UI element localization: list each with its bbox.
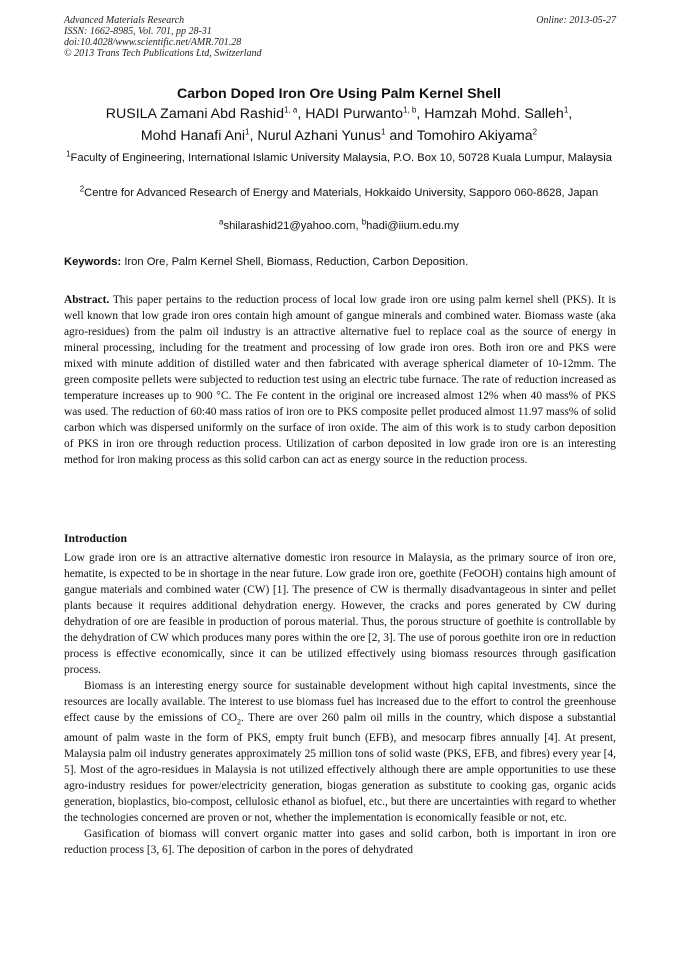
copyright-line: © 2013 Trans Tech Publications Ltd, Switzerland [64,48,262,59]
email-mark: a [219,217,224,227]
affiliation-text: Faculty of Engineering, International Islamic University Malaysia, P.O. Box 10, 50728 Kuala Lumpur, Malaysia [70,152,612,164]
paper-title: Carbon Doped Iron Ore Using Palm Kernel Shell [176,86,501,102]
author-name: Hamzah Mohd. Salleh [424,106,564,122]
email-address[interactable]: hadi@iium.edu.my [366,220,459,232]
abstract [64,292,616,468]
paragraph-text: . There are over 260 palm oil mills in the country, which dispose a substantial amount of palm waste in the form of PKS, empty fruit bunch (EFB), and mesocarp fibres annually [4]. At present, Malaysia palm oil industry generates approximately 25 million tons of solid waste (PKS, EFB, and fibres) every year [4, 5]. Most of the agro-residues in Malaysia is not utilized effectively although there are ample opportunities to use these agro-industry residues for power/electricity generation, biogas generation as substitute to cooking gas, organic acids generation, bioplastics, bio-compost, cellulosic ethanol as biofuel, etc., but there are uncertainties with regard to whether the technologies concerned are proven or not, whether the implementation is economically feasible or not, etc. [64,712,616,825]
affiliation-1 [64,150,614,166]
author-affil-mark: 1 [380,127,386,137]
paragraph: Low grade iron ore is an attractive alternative domestic iron resource in Malaysia, as the primary source of iron ore, hematite, is expected to be in shortage in the near future. Low grade iron ore, goethite (FeOOH) contains high amount of gangue materials and combined water (CW) [1]. The presence of CW is thermally disadvantageous in sinter and pellet plants because it requires additional dehydration energy. However, the cracks and pores generated by CW during dehydration of ore are feasible in production of porous material. Thus, the porous structure of goethite is controllable by the dehydration of CW which produces many pores within the ore [2, 3]. The use of porous goethite iron ore in reduction process is effective economically, since it can be utilized effectively using biomass resources through gasification process. [64,552,616,676]
affiliation-text: Centre for Advanced Research of Energy and Materials, Hokkaido University, Sapporo 060-8628, Japan [84,187,599,199]
author-name: Nurul Azhani Yunus [257,128,381,144]
issn-line: ISSN: 1662-8985, Vol. 701, pp 28-31 [64,26,212,37]
paragraph [64,678,616,826]
affiliation-2 [64,185,614,201]
abstract-label: Abstract. [64,294,110,306]
author-affil-mark: 1 [563,105,569,115]
email-mark: b [361,217,367,227]
author-name: Mohd Hanafi Ani [140,128,246,144]
introduction-body [64,550,616,858]
email-line: $^a$shilarashid21@yahoo.com, $^b$hadi@iium.edu.my [219,217,459,232]
keywords [64,256,616,268]
paragraph-text: Biomass is an interesting energy source for sustainable development without high capital investments, since the resources are locally available. The interest to use biomass fuel has increased due to the effort to control the greenhouse effect cause by the emissions of CO [64,680,616,724]
email-address[interactable]: shilarashid21@yahoo.com [223,220,356,232]
author-affil-mark: 1, a [283,105,298,115]
keywords-label: Keywords: [64,256,122,268]
journal-header [64,15,616,59]
affiliation-mark: 2 [79,184,85,194]
section-heading: Introduction [64,532,127,545]
doi-line[interactable]: doi:10.4028/www.scientific.net/AMR.701.28 [64,37,242,48]
affiliation-mark: 1 [66,149,71,159]
subscript: 2 [236,717,241,727]
author-affil-mark: 1, b [403,105,417,115]
author-affil-mark: 2 [532,127,538,137]
author-name: Tomohiro Akiyama [416,128,533,144]
author-list: RUSILA Zamani Abd Rashid$^{1, a}$, HADI Purwanto$^{1, b}$, Hamzah Mohd. Salleh$^1$, Mohd Hanafi Ani$^1$, Nurul Azhani Yunus$^1$ and Tomohiro Akiyama$^2$ [105,105,573,144]
abstract-text: This paper pertains to the reduction process of local low grade iron ore using palm kernel shell (PKS). It is well known that low grade iron ores contain high amount of gangue minerals and combined water. Biomass waste (aka agro-residues) from the palm oil industry is an attractive alternative fuel to replace coal as the source of energy in mineral processing, including for the treatment and processing of low grade iron ores. Both iron ore and PKS were mixed with minute addition of distilled water and then fabricated with average spherical diameter of 10-12mm. The green composite pellets were subjected to reduction test using an electric tube furnace. The rate of reduction increased as temperature increases up to 900 °C. The Fe content in the original ore increased almost 12% when 40 mass% of PKS was used. The reduction of 60:40 mass ratios of iron ore to PKS composite pellet produced almost 11.97 mass% of solid carbon which was dispersed uniformly on the surface of iron oxide. The aim of this work is to study carbon deposition of PKS in iron ore through reduction process. Utilization of carbon deposited in low grade iron ore is an interesting method for iron making process as this solid carbon can act as energy source in the reduction process. [64,294,616,466]
journal-name: Advanced Materials Research [64,15,185,26]
online-date: Online: 2013-05-27 [536,15,616,26]
author-affil-mark: 1 [245,127,250,137]
author-name: RUSILA Zamani Abd Rashid [105,106,284,122]
author-name: HADI Purwanto [305,106,403,122]
paragraph: Gasification of biomass will convert organic matter into gases and solid carbon, both is important in iron ore reduction process [3, 6]. The deposition of carbon in the pores of dehydrated [64,828,616,857]
keywords-text: Iron Ore, Palm Kernel Shell, Biomass, Reduction, Carbon Deposition. [124,256,469,268]
abstract-paragraph [64,292,616,468]
